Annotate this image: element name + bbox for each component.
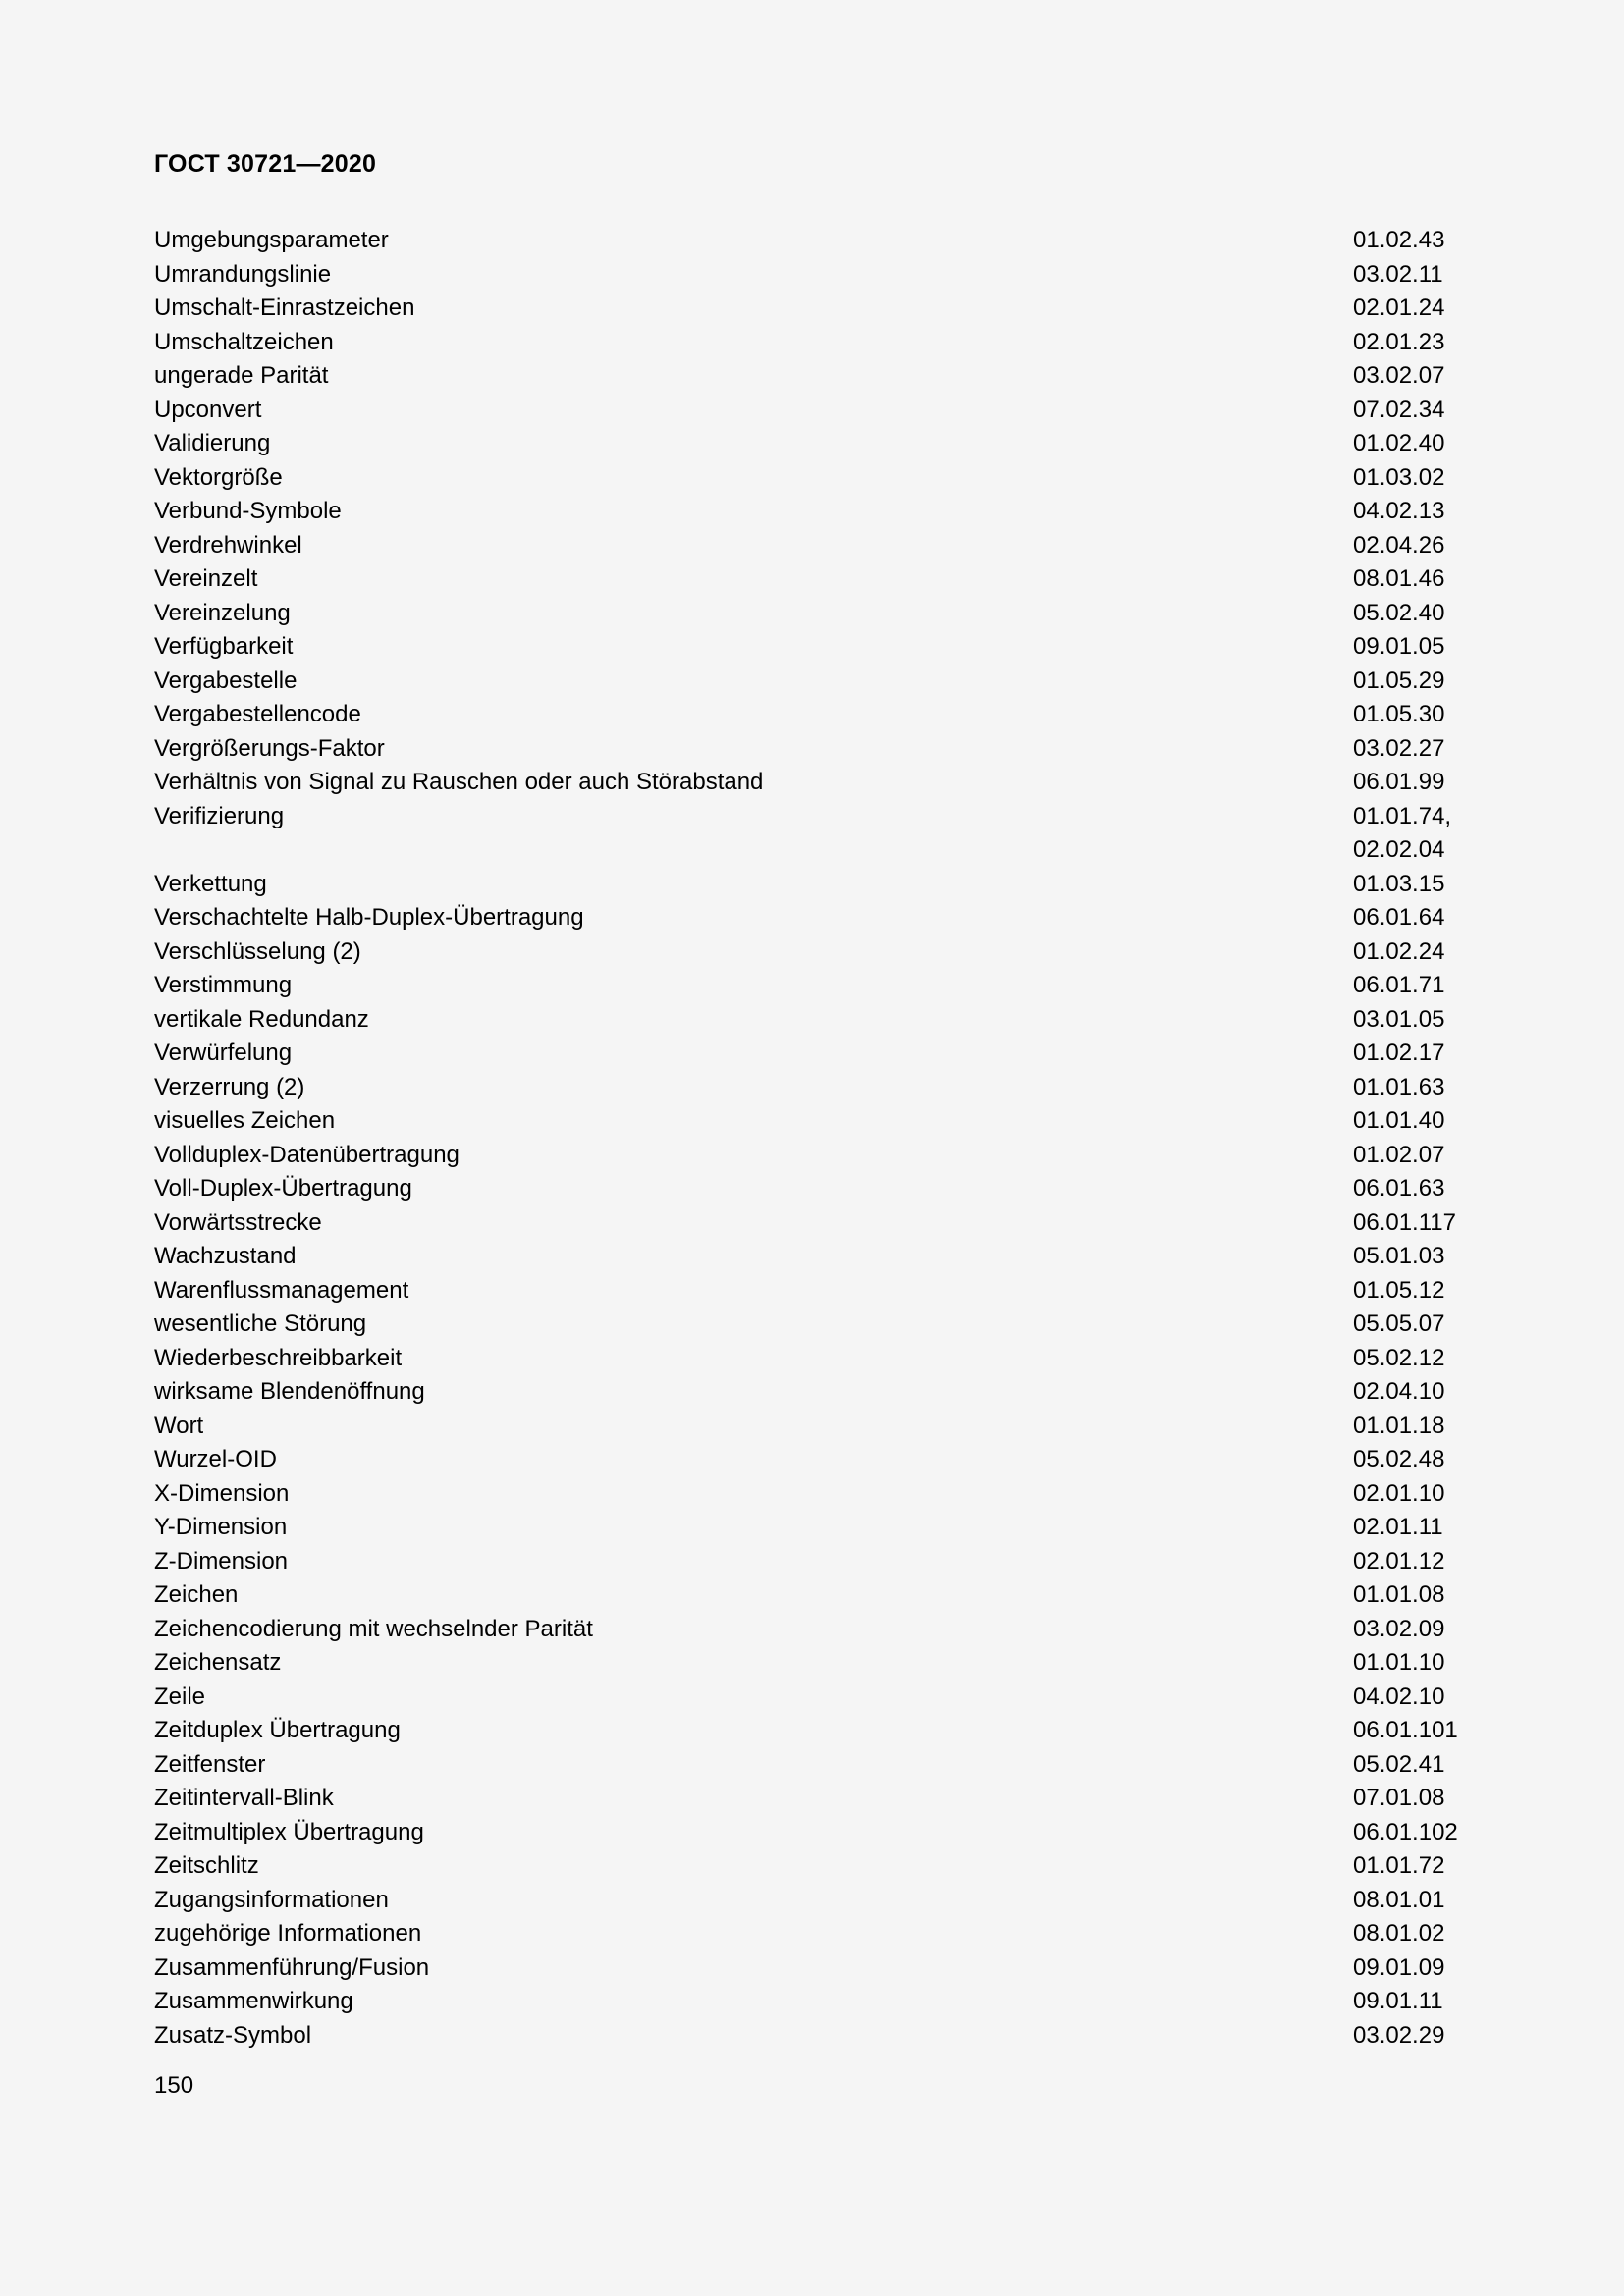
index-entry bbox=[154, 258, 1470, 293]
index-code: 06.01.63 bbox=[1353, 1175, 1445, 1201]
index-entry bbox=[154, 1816, 1470, 1850]
index-codes bbox=[1353, 562, 1470, 597]
index-entry bbox=[154, 1477, 1470, 1512]
index-code: 06.01.64 bbox=[1353, 904, 1445, 931]
index-entry bbox=[154, 1410, 1470, 1444]
index-codes bbox=[1353, 1443, 1470, 1477]
index-entry bbox=[154, 495, 1470, 529]
index-code: 02.01.23 bbox=[1353, 328, 1445, 355]
index-codes bbox=[1353, 800, 1470, 868]
index-term: visuelles Zeichen bbox=[154, 1107, 336, 1134]
index-term: Zeitmultiplex Übertragung bbox=[154, 1818, 424, 1845]
index-term: Umschaltzeichen bbox=[154, 328, 334, 355]
index-codes bbox=[1353, 1375, 1470, 1410]
index-term: Verkettung bbox=[154, 870, 267, 897]
index-entry bbox=[154, 800, 1470, 868]
index-code: 01.05.29 bbox=[1353, 667, 1445, 694]
index-codes bbox=[1353, 1545, 1470, 1579]
index-entry bbox=[154, 1748, 1470, 1783]
index-code: 08.01.46 bbox=[1353, 565, 1445, 592]
index-entry bbox=[154, 1714, 1470, 1748]
index-code: 05.02.48 bbox=[1353, 1446, 1445, 1472]
index-term: ungerade Parität bbox=[154, 362, 329, 389]
index-term: Vereinzelt bbox=[154, 565, 258, 592]
index-term: Verifizierung bbox=[154, 802, 285, 829]
index-term: Y-Dimension bbox=[154, 1514, 288, 1540]
index-codes bbox=[1353, 1917, 1470, 1951]
index-code: 01.02.24 bbox=[1353, 937, 1445, 965]
index-code: 01.03.02 bbox=[1353, 463, 1445, 491]
index-code: 01.01.63 bbox=[1353, 1073, 1445, 1100]
index-term: Verschachtelte Halb-Duplex-Übertragung bbox=[154, 904, 584, 931]
index-codes bbox=[1353, 665, 1470, 699]
index-code: 04.02.13 bbox=[1353, 498, 1445, 524]
index-codes bbox=[1353, 1071, 1470, 1105]
index-code: 02.01.12 bbox=[1353, 1547, 1445, 1575]
index-term: Zeichen bbox=[154, 1581, 239, 1608]
index-code: 01.05.30 bbox=[1353, 701, 1445, 727]
index-entry bbox=[154, 1206, 1470, 1241]
index-entry bbox=[154, 1985, 1470, 2019]
index-term: Vektorgröße bbox=[154, 463, 283, 491]
index-code: 01.02.43 bbox=[1353, 227, 1445, 253]
index-code: 01.02.17 bbox=[1353, 1040, 1445, 1066]
index-code: 01.01.08 bbox=[1353, 1581, 1445, 1608]
index-codes bbox=[1353, 1748, 1470, 1783]
index-codes bbox=[1353, 1342, 1470, 1376]
index-code: 08.01.02 bbox=[1353, 1920, 1445, 1947]
index-codes bbox=[1353, 1985, 1470, 2019]
index-codes bbox=[1353, 1139, 1470, 1173]
index-term: Zeitintervall-Blink bbox=[154, 1785, 334, 1811]
index-codes bbox=[1353, 1410, 1470, 1444]
index-entry bbox=[154, 1037, 1470, 1071]
index-entry bbox=[154, 1071, 1470, 1105]
index-codes bbox=[1353, 732, 1470, 767]
index-term: zugehörige Informationen bbox=[154, 1920, 422, 1947]
index-codes bbox=[1353, 224, 1470, 258]
index-codes bbox=[1353, 1849, 1470, 1884]
index-code: 03.02.09 bbox=[1353, 1615, 1445, 1642]
index-codes bbox=[1353, 1172, 1470, 1206]
index-codes bbox=[1353, 901, 1470, 935]
index-entry bbox=[154, 529, 1470, 563]
index-code: 09.01.11 bbox=[1353, 1988, 1443, 2014]
index-term: Zeitschlitz bbox=[154, 1852, 259, 1879]
index-entry bbox=[154, 732, 1470, 767]
index-entry bbox=[154, 224, 1470, 258]
index-term: Zeitduplex Übertragung bbox=[154, 1717, 401, 1743]
index-entry bbox=[154, 562, 1470, 597]
index-codes bbox=[1353, 461, 1470, 496]
index-entry bbox=[154, 1951, 1470, 1986]
index-code: 05.02.41 bbox=[1353, 1750, 1445, 1778]
index-codes bbox=[1353, 1511, 1470, 1545]
index-codes bbox=[1353, 1646, 1470, 1681]
index-term: Verzerrung (2) bbox=[154, 1073, 305, 1100]
index-entry bbox=[154, 1782, 1470, 1816]
index-codes bbox=[1353, 2019, 1470, 2054]
index-term: Verbund-Symbole bbox=[154, 498, 342, 524]
index-term: Zeichencodierung mit wechselnder Parität bbox=[154, 1615, 593, 1642]
index-entry bbox=[154, 1139, 1470, 1173]
index-codes bbox=[1353, 1308, 1470, 1342]
index-term: Umgebungsparameter bbox=[154, 227, 389, 253]
index-entry bbox=[154, 901, 1470, 935]
index-code: 05.01.03 bbox=[1353, 1243, 1445, 1269]
index-term: Zeitfenster bbox=[154, 1750, 266, 1778]
index-code: 05.02.12 bbox=[1353, 1344, 1445, 1371]
index-codes bbox=[1353, 597, 1470, 631]
index-codes bbox=[1353, 1206, 1470, 1241]
index-term: X-Dimension bbox=[154, 1479, 290, 1507]
index-codes bbox=[1353, 1240, 1470, 1274]
index-codes bbox=[1353, 935, 1470, 970]
index-entry bbox=[154, 1511, 1470, 1545]
index-term: Verstimmung bbox=[154, 972, 293, 998]
index-code: 01.01.74, bbox=[1353, 802, 1452, 829]
index-entry bbox=[154, 1613, 1470, 1647]
index-codes bbox=[1353, 1613, 1470, 1647]
index-term: Umschalt-Einrastzeichen bbox=[154, 294, 415, 321]
index-term: Vergrößerungs-Faktor bbox=[154, 734, 385, 762]
index-entry bbox=[154, 1172, 1470, 1206]
index-term: Vorwärtsstrecke bbox=[154, 1208, 322, 1236]
index-term: Zeichensatz bbox=[154, 1649, 282, 1676]
index-entry bbox=[154, 292, 1470, 326]
index-entry bbox=[154, 1375, 1470, 1410]
index-codes bbox=[1353, 529, 1470, 563]
index-code: 06.01.99 bbox=[1353, 769, 1445, 795]
index-entry bbox=[154, 1681, 1470, 1715]
index-code: 01.01.40 bbox=[1353, 1107, 1445, 1134]
index-codes bbox=[1353, 1003, 1470, 1038]
index-entry bbox=[154, 1308, 1470, 1342]
index-entry bbox=[154, 1240, 1470, 1274]
index-codes bbox=[1353, 1037, 1470, 1071]
index-entry bbox=[154, 597, 1470, 631]
index-term: Zusammenwirkung bbox=[154, 1988, 353, 2014]
index-term: Zusatz-Symbol bbox=[154, 2021, 312, 2049]
index-codes bbox=[1353, 1884, 1470, 1918]
index-entry bbox=[154, 1545, 1470, 1579]
index-term: Wurzel-OID bbox=[154, 1446, 277, 1472]
index-entry bbox=[154, 935, 1470, 970]
index-entry bbox=[154, 1342, 1470, 1376]
index-entry bbox=[154, 394, 1470, 428]
index-code: 02.04.26 bbox=[1353, 531, 1445, 559]
index-term: Wachzustand bbox=[154, 1243, 297, 1269]
index-codes bbox=[1353, 292, 1470, 326]
index-codes bbox=[1353, 427, 1470, 461]
index-code: 02.01.10 bbox=[1353, 1479, 1445, 1507]
index-codes bbox=[1353, 868, 1470, 902]
index-term: Zugangsinformationen bbox=[154, 1886, 389, 1913]
index-entry bbox=[154, 461, 1470, 496]
index-code: 01.01.10 bbox=[1353, 1649, 1445, 1676]
index-term: Verschlüsselung (2) bbox=[154, 937, 361, 965]
index-code: 03.02.29 bbox=[1353, 2021, 1445, 2049]
index-entry bbox=[154, 1849, 1470, 1884]
index-term: Verhältnis von Signal zu Rauschen oder auch Störabstand bbox=[154, 769, 764, 795]
index-entry bbox=[154, 969, 1470, 1003]
index-code: 06.01.102 bbox=[1353, 1818, 1458, 1845]
index-code: 06.01.71 bbox=[1353, 972, 1445, 998]
index-code: 02.01.11 bbox=[1353, 1514, 1443, 1540]
index-entry bbox=[154, 326, 1470, 360]
index-term: Zusammenführung/Fusion bbox=[154, 1953, 430, 1981]
index-codes bbox=[1353, 1104, 1470, 1139]
index-entry bbox=[154, 1884, 1470, 1918]
term-index-list bbox=[154, 224, 1470, 2053]
index-codes bbox=[1353, 258, 1470, 293]
page-number: 150 bbox=[154, 2072, 194, 2099]
index-code: 03.01.05 bbox=[1353, 1005, 1445, 1033]
index-code: 02.02.04 bbox=[1353, 836, 1445, 863]
index-entry bbox=[154, 630, 1470, 665]
index-code: 01.01.18 bbox=[1353, 1412, 1445, 1439]
index-term: Vergabestellencode bbox=[154, 701, 361, 727]
index-codes bbox=[1353, 1951, 1470, 1986]
index-code: 09.01.05 bbox=[1353, 633, 1445, 660]
index-code: 01.02.07 bbox=[1353, 1141, 1445, 1168]
index-term: Verfügbarkeit bbox=[154, 633, 294, 660]
index-entry bbox=[154, 665, 1470, 699]
index-code: 05.05.07 bbox=[1353, 1310, 1445, 1337]
index-code: 01.05.12 bbox=[1353, 1276, 1445, 1304]
index-codes bbox=[1353, 1816, 1470, 1850]
index-entry bbox=[154, 1443, 1470, 1477]
index-codes bbox=[1353, 766, 1470, 800]
index-term: wirksame Blendenöffnung bbox=[154, 1378, 425, 1405]
index-term: Validierung bbox=[154, 430, 271, 456]
index-code: 05.02.40 bbox=[1353, 599, 1445, 626]
document-header: ГОСТ 30721—2020 bbox=[154, 150, 377, 178]
index-codes bbox=[1353, 1782, 1470, 1816]
index-code: 03.02.07 bbox=[1353, 362, 1445, 389]
index-term: wesentliche Störung bbox=[154, 1310, 367, 1337]
index-codes bbox=[1353, 326, 1470, 360]
index-codes bbox=[1353, 394, 1470, 428]
index-entry bbox=[154, 1003, 1470, 1038]
index-code: 04.02.10 bbox=[1353, 1682, 1445, 1710]
index-term: Verwürfelung bbox=[154, 1040, 293, 1066]
index-codes bbox=[1353, 698, 1470, 732]
index-code: 08.01.01 bbox=[1353, 1886, 1445, 1913]
index-entry bbox=[154, 1104, 1470, 1139]
index-codes bbox=[1353, 495, 1470, 529]
index-entry bbox=[154, 2019, 1470, 2054]
index-code: 01.02.40 bbox=[1353, 430, 1445, 456]
index-code: 06.01.101 bbox=[1353, 1717, 1458, 1743]
index-codes bbox=[1353, 1714, 1470, 1748]
index-code: 07.01.08 bbox=[1353, 1785, 1445, 1811]
index-term: Wort bbox=[154, 1412, 204, 1439]
index-code: 09.01.09 bbox=[1353, 1953, 1445, 1981]
index-entry bbox=[154, 359, 1470, 394]
index-term: Zeile bbox=[154, 1682, 206, 1710]
index-code: 03.02.11 bbox=[1353, 260, 1443, 288]
index-term: Voll-Duplex-Übertragung bbox=[154, 1175, 412, 1201]
index-entry bbox=[154, 868, 1470, 902]
index-code: 07.02.34 bbox=[1353, 396, 1445, 423]
index-codes bbox=[1353, 1477, 1470, 1512]
index-entry bbox=[154, 1578, 1470, 1613]
index-codes bbox=[1353, 1578, 1470, 1613]
index-codes bbox=[1353, 630, 1470, 665]
index-term: Vereinzelung bbox=[154, 599, 291, 626]
index-term: Upconvert bbox=[154, 396, 262, 423]
index-entry bbox=[154, 427, 1470, 461]
index-code: 02.01.24 bbox=[1353, 294, 1445, 321]
index-entry bbox=[154, 1917, 1470, 1951]
index-codes bbox=[1353, 969, 1470, 1003]
index-code: 02.04.10 bbox=[1353, 1378, 1445, 1405]
index-term: Wiederbeschreibbarkeit bbox=[154, 1344, 403, 1371]
index-code: 01.03.15 bbox=[1353, 870, 1445, 897]
index-codes bbox=[1353, 1274, 1470, 1308]
index-entry bbox=[154, 1274, 1470, 1308]
index-term: Vergabestelle bbox=[154, 667, 298, 694]
index-term: vertikale Redundanz bbox=[154, 1005, 369, 1033]
index-codes bbox=[1353, 1681, 1470, 1715]
index-term: Umrandungslinie bbox=[154, 260, 332, 288]
index-entry bbox=[154, 1646, 1470, 1681]
index-term: Warenflussmanagement bbox=[154, 1276, 409, 1304]
index-code: 03.02.27 bbox=[1353, 734, 1445, 762]
index-term: Vollduplex-Datenübertragung bbox=[154, 1141, 460, 1168]
index-codes bbox=[1353, 359, 1470, 394]
index-code: 01.01.72 bbox=[1353, 1852, 1445, 1879]
index-entry bbox=[154, 698, 1470, 732]
index-term: Verdrehwinkel bbox=[154, 531, 302, 559]
index-term: Z-Dimension bbox=[154, 1547, 289, 1575]
index-entry bbox=[154, 766, 1470, 800]
index-code: 06.01.117 bbox=[1353, 1208, 1456, 1236]
